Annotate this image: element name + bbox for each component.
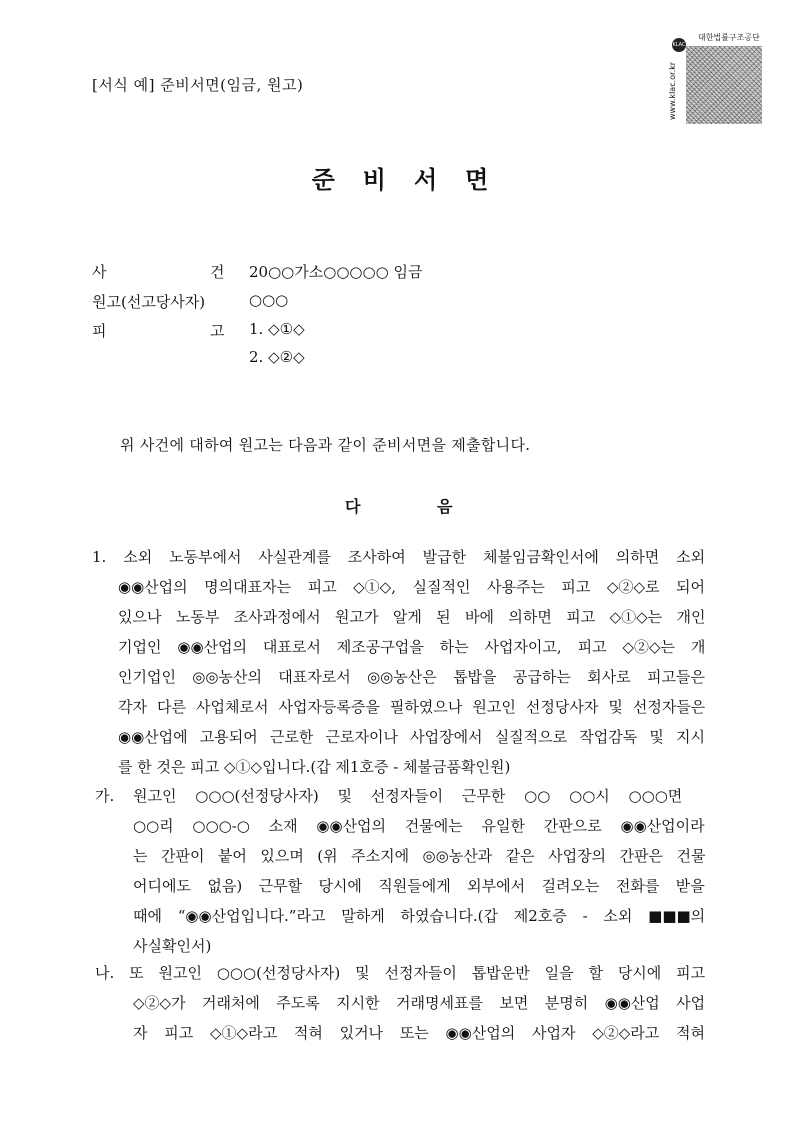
pa-line-3: 는 간판이 붙어 있으며 (위 주소지에 ◎◎농산과 같은 사업장의 간판은 건물 xyxy=(133,847,706,865)
page-title: 준비서면 xyxy=(311,165,517,194)
plaintiff-label: 원고(선고당사자) xyxy=(92,293,206,311)
p1-line-1: 1. 소외 노동부에서 사실관계를 조사하여 발급한 체불임금확인서에 의하면 소외 xyxy=(92,548,706,566)
heading-da: 다 xyxy=(345,497,361,516)
p1-line-2: ◉◉산업의 명의대표자는 피고 ◇①◇, 실질적인 사용주는 피고 ◇②◇로 되어 xyxy=(118,578,705,596)
stamp-org-name: 대한법률구조공단 xyxy=(698,33,760,42)
heading-eum: 음 xyxy=(437,497,453,516)
p1-line-7: ◉◉산업에 고용되어 근로한 근로자이나 사업장에서 실질적으로 작업감독 및 지시 xyxy=(118,728,706,746)
klac-logo-icon: KLAC xyxy=(672,38,686,52)
pa-line-5: 때에 “◉◉산업입니다.”라고 말하게 하였습니다.(갑 제2호증 - 소외 ■■■의 xyxy=(133,907,706,925)
defendant-1: 1. ◇①◇ xyxy=(249,320,305,338)
p1-line-5: 인기업인 ◎◎농산의 대표자로서 ◎◎농산은 톱밥을 공급하는 회사로 피고들은 xyxy=(118,668,705,686)
case-label-1: 사 xyxy=(92,263,107,281)
pa-line-1: 가. 원고인 ○○○(선정당사자) 및 선정자들이 근무한 ○○ ○○시 ○○○면 xyxy=(95,787,683,805)
defendant-2: 2. ◇②◇ xyxy=(249,348,305,366)
p1-line-4: 기업인 ◉◉산업의 대표로서 제조공구업을 하는 사업자이고, 피고 ◇②◇는 개 xyxy=(118,638,706,656)
pb-line-3: 자 피고 ◇①◇라고 적혀 있거나 또는 ◉◉산업의 사업자 ◇②◇라고 적혀 xyxy=(133,1024,706,1042)
pb-line-1: 나. 또 원고인 ○○○(선정당사자) 및 선정자들이 톱밥운반 일을 할 당시에 피고 xyxy=(95,964,706,982)
stamp-url: www.klac.or.kr xyxy=(668,61,677,120)
pb-line-2: ◇②◇가 거래처에 주도록 지시한 거래명세표를 보면 분명히 ◉◉산업 사업 xyxy=(133,994,706,1012)
plaintiff-value: ○○○ xyxy=(249,291,289,309)
pa-line-2: ○○리 ○○○-○ 소재 ◉◉산업의 건물에는 유일한 간판으로 ◉◉산업이라 xyxy=(133,817,705,835)
pa-line-4: 어디에도 없음) 근무할 당시에 직원들에게 외부에서 걸려오는 전화를 받을 xyxy=(133,877,705,895)
case-value: 20○○가소○○○○○ 임금 xyxy=(249,263,423,281)
defendant-label-2: 고 xyxy=(210,322,225,340)
intro-sentence: 위 사건에 대하여 원고는 다음과 같이 준비서면을 제출합니다. xyxy=(120,436,531,454)
p1-line-3: 있으나 노동부 조사과정에서 원고가 알게 된 바에 의하면 피고 ◇①◇는 개인 xyxy=(118,608,706,626)
case-label-2: 건 xyxy=(210,263,225,281)
defendant-label-1: 피 xyxy=(92,322,107,340)
p1-line-8: 를 한 것은 피고 ◇①◇입니다.(갑 제1호증 - 체불금품확인원) xyxy=(118,758,511,776)
p1-line-6: 각자 다른 사업체로서 사업자등록증을 필하였으나 원고인 선정당사자 및 선정자들은 xyxy=(118,698,706,716)
qr-code-icon xyxy=(686,46,762,124)
pa-line-6: 사실확인서) xyxy=(133,937,212,955)
qr-stamp xyxy=(668,30,762,124)
form-label: [서식 예] 준비서면(임금, 원고) xyxy=(92,76,304,94)
